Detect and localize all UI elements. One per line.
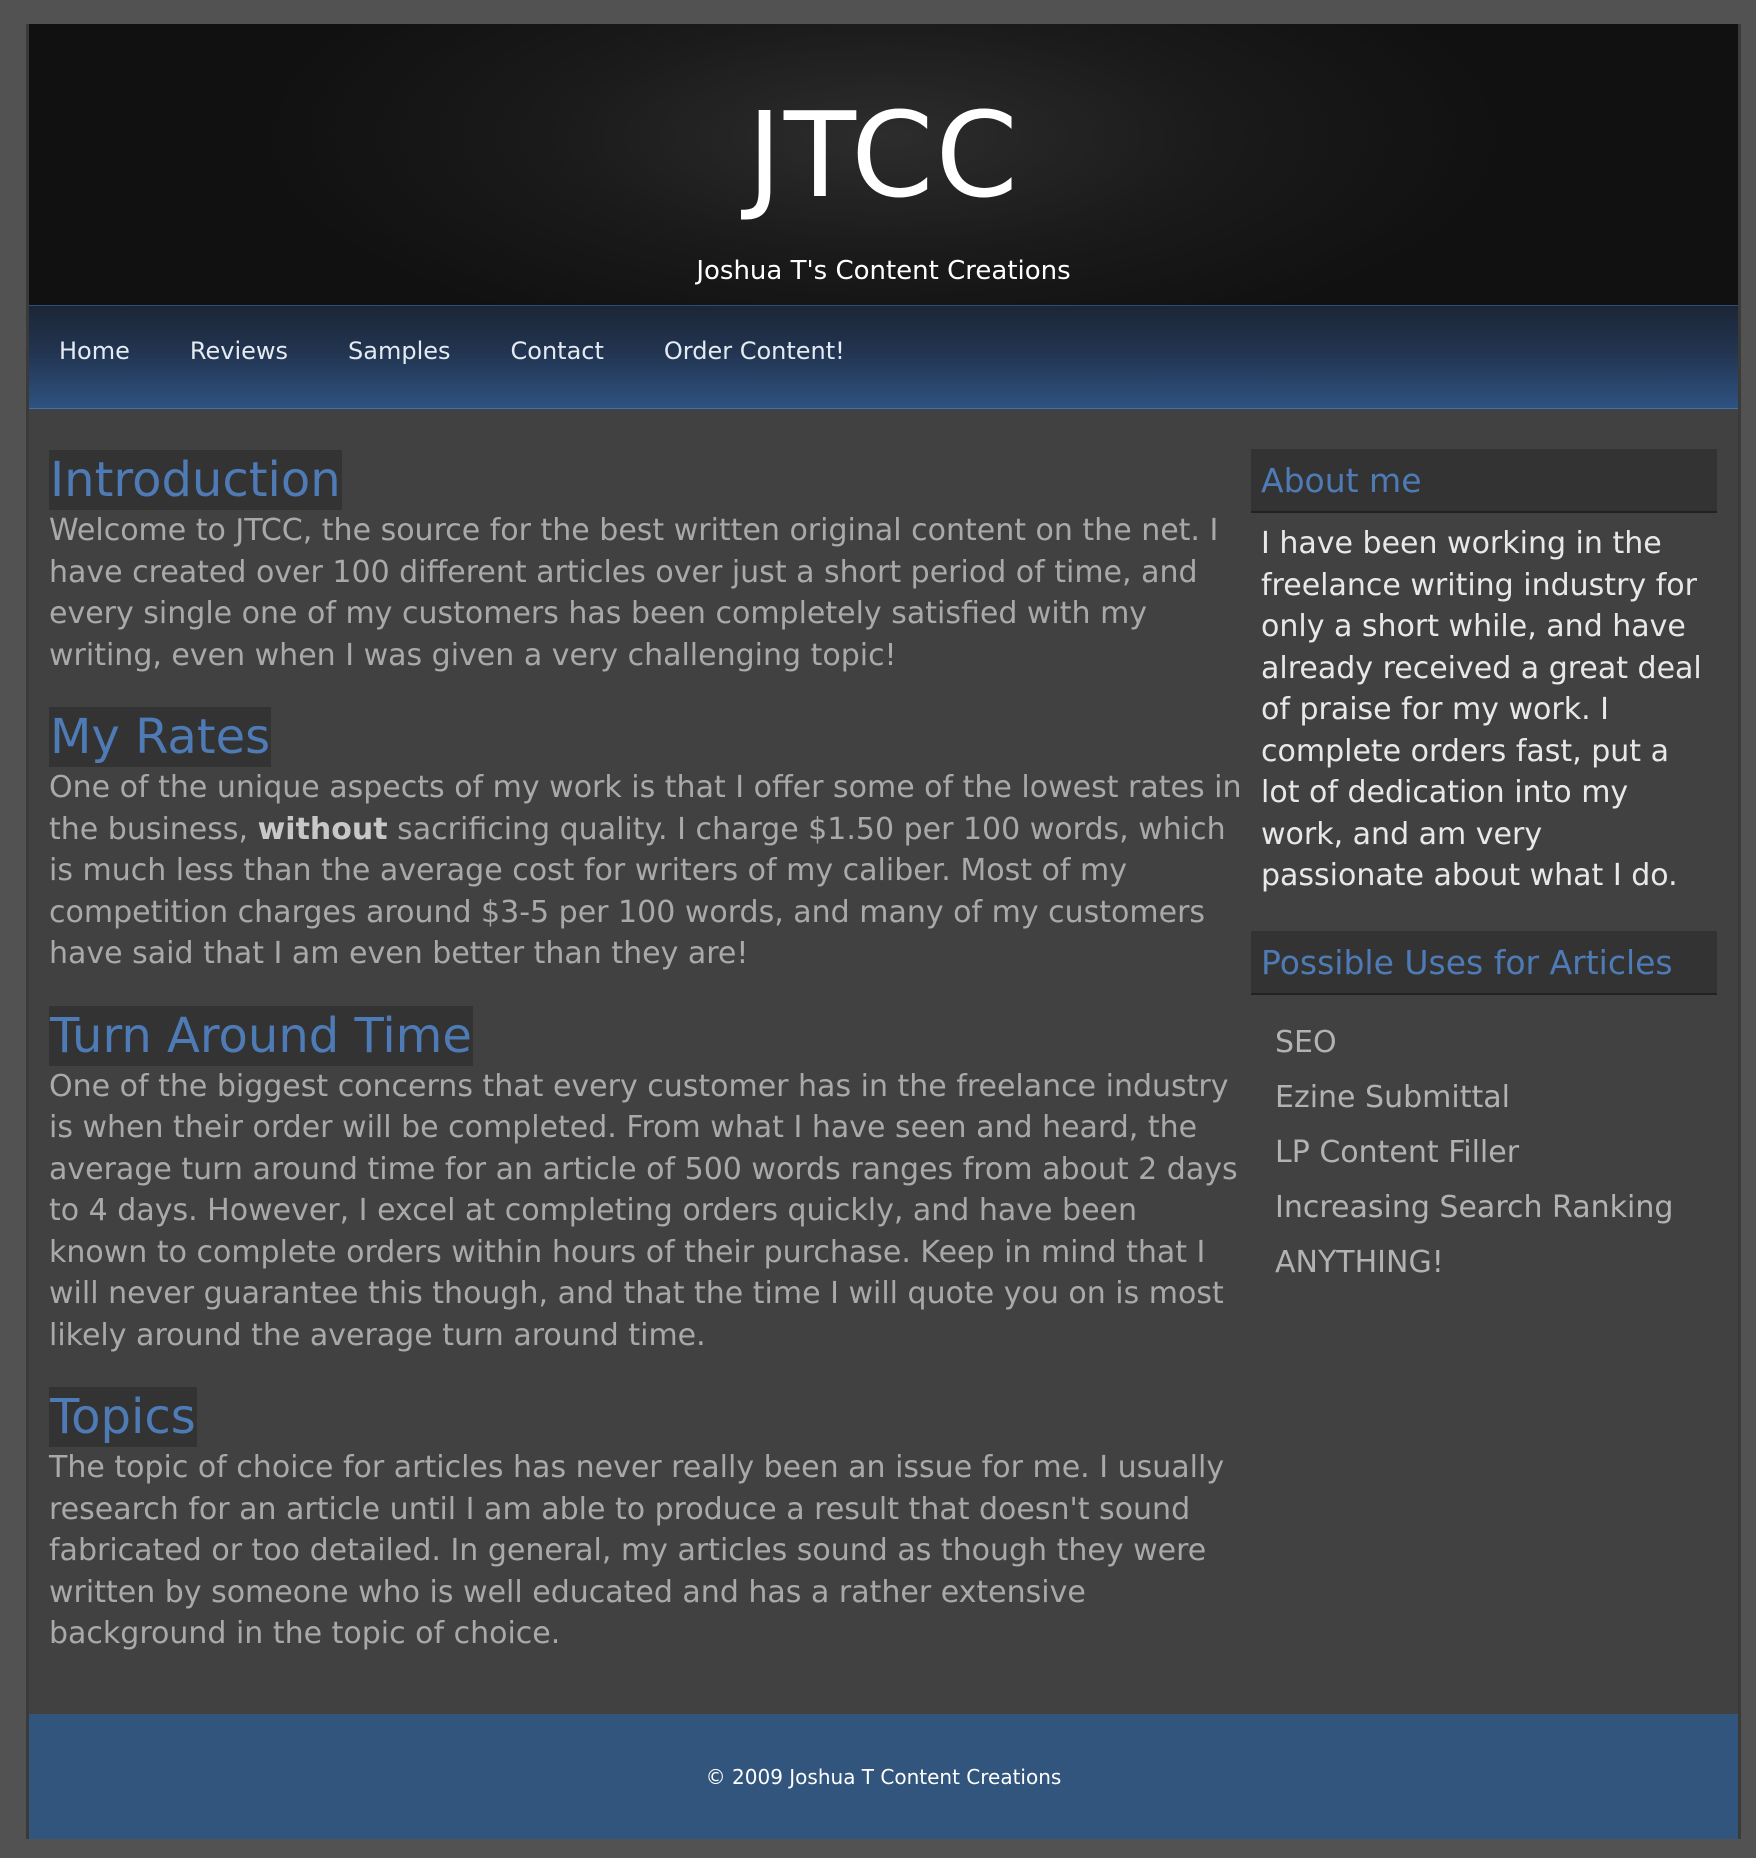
section-text: The topic of choice for articles has never really been an issue for me. I usually research for an article until I am able to produce a result that doesn't sound fabricated or too detailed. In general, my articles sound as though they were written by someone who is well educated and has a rather extensive background in the topic of choice.: [49, 1450, 1225, 1651]
section-text-part: sacrificing quality. I charge $1.50 per 100 words, which is much less than the average cost for writers of my caliber. Most of my competition charges around $3-5 per 100 words, and many of my customers have said that I am even better than they are!: [49, 811, 1226, 971]
site-footer: [29, 1714, 1738, 1839]
main-content: [49, 450, 1244, 1686]
main-navigation: [29, 305, 1738, 409]
sidebar: [1251, 449, 1717, 1290]
nav-order-content-link[interactable]: Order Content!: [663, 337, 845, 365]
section-my-rates: [49, 707, 1244, 975]
nav-contact-link[interactable]: Contact: [510, 337, 604, 365]
nav-reviews-link[interactable]: Reviews: [189, 337, 289, 365]
list-item: ANYTHING!: [1275, 1244, 1444, 1280]
emphasis-text: without: [257, 811, 388, 847]
section-text-part: One of the unique aspects of my work is that I offer some of the lowest rates in the business,: [49, 770, 1242, 847]
section-text: Welcome to JTCC, the source for the best written original content on the net. I have created over 100 different articles over just a short period of time, and every single one of my customers has been completely satisfied with my writing, even when I was given a very challenging topic!: [49, 513, 1219, 673]
section-topics: [49, 1387, 1244, 1655]
section-heading: Introduction: [50, 452, 341, 508]
possible-uses-heading: Possible Uses for Articles: [1251, 931, 1717, 995]
nav-samples-link[interactable]: Samples: [348, 337, 451, 365]
section-text: One of the biggest concerns that every customer has in the freelance industry is when their order will be completed. From what I have seen and heard, the average turn around time for an article of 500 words ranges from about 2 days to 4 days. However, I excel at completing orders quickly, and have been known to complete orders within hours of their purchase. Keep in mind that I will never guarantee this though, and that the time I will quote you on is most likely around the average turn around time.: [49, 1068, 1238, 1353]
section-heading: Topics: [50, 1389, 196, 1445]
section-heading: My Rates: [50, 709, 271, 765]
page-container: [26, 24, 1741, 1839]
list-item: Increasing Search Ranking: [1275, 1189, 1674, 1225]
section-text: [49, 767, 1244, 975]
about-me-heading: About me: [1251, 449, 1717, 513]
list-item: SEO: [1275, 1024, 1337, 1060]
list-item: Ezine Submittal: [1275, 1079, 1510, 1115]
section-introduction: [49, 450, 1244, 676]
section-heading: Turn Around Time: [50, 1007, 472, 1064]
site-header: [29, 24, 1738, 305]
about-me-text: I have been working in the freelance writing industry for only a short while, and have already received a great deal of praise for my work. I complete orders fast, put a lot of dedication into my work, and am very passionate about what I do.: [1261, 526, 1702, 893]
copyright-text: © 2009 Joshua T Content Creations: [705, 1765, 1062, 1789]
site-tagline: Joshua T's Content Creations: [696, 256, 1071, 286]
section-turn-around-time: [49, 1006, 1244, 1357]
list-item: LP Content Filler: [1275, 1134, 1520, 1170]
site-title: JTCC: [747, 86, 1020, 224]
possible-uses-list: [1251, 995, 1717, 1290]
nav-home-link[interactable]: Home: [59, 337, 130, 365]
